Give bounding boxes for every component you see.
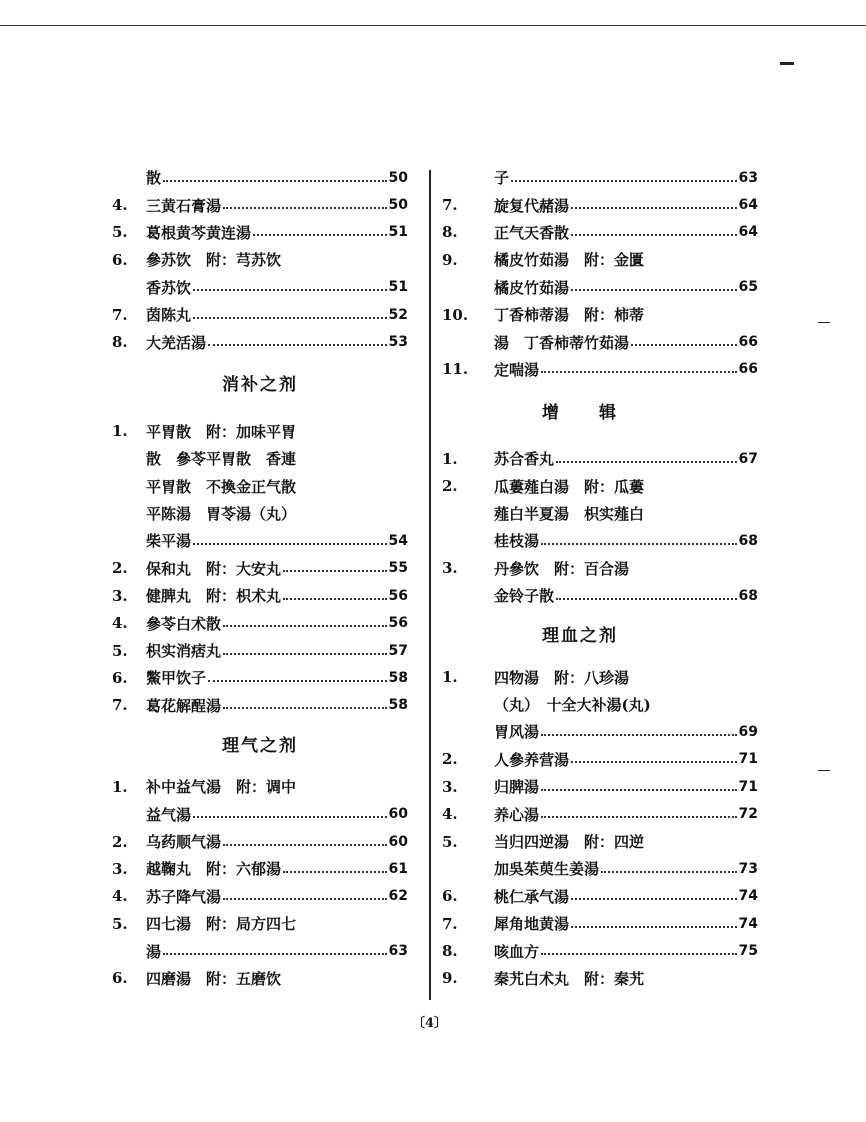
column-divider	[429, 170, 431, 1000]
dot-leader	[556, 598, 737, 600]
dot-leader	[208, 344, 387, 346]
toc-entry[interactable]	[442, 910, 758, 937]
entry-number: 2.	[442, 477, 458, 496]
entry-title: 香苏饮	[146, 278, 192, 297]
dot-leader	[223, 898, 387, 900]
entry-number: 5.	[112, 914, 128, 933]
entry-number: 3.	[112, 859, 128, 878]
entry-page-number: 55	[388, 560, 408, 577]
dot-leader	[253, 234, 387, 236]
entry-title: 养心湯	[494, 805, 540, 824]
entry-page-number: 74	[738, 888, 758, 905]
dot-leader	[283, 570, 387, 572]
entry-title: 參苓白术散	[146, 614, 222, 633]
entry-title: （丸） 十全大补湯(丸)	[494, 696, 651, 715]
entry-page-number: 74	[738, 915, 758, 932]
dot-leader	[571, 234, 737, 236]
toc-entry[interactable]	[442, 937, 758, 964]
entry-title: 咳血方	[494, 942, 540, 961]
entry-title: 四物湯 附：八珍湯	[494, 668, 630, 687]
entry-title: 散 參苓平胃散 香連	[146, 450, 297, 469]
toc-entry[interactable]	[442, 527, 758, 554]
toc-entry[interactable]	[442, 445, 758, 472]
entry-title: 平胃散 附：加味平胃	[146, 422, 297, 441]
entry-title: 葛根黄芩黄连湯	[146, 223, 252, 242]
dot-leader	[208, 680, 387, 682]
entry-page-number: 58	[388, 669, 408, 686]
entry-number: 5.	[112, 223, 128, 242]
top-rule	[0, 25, 866, 26]
entry-page-number: 65	[738, 279, 758, 296]
toc-entry[interactable]	[442, 718, 758, 745]
entry-number: 3.	[112, 586, 128, 605]
toc-entry[interactable]	[112, 582, 408, 609]
dot-leader	[223, 707, 387, 709]
toc-entry[interactable]	[112, 445, 408, 472]
entry-number: 7.	[442, 914, 458, 933]
dot-leader	[223, 625, 387, 627]
entry-title: 湯 丁香柿蒂竹茹湯	[494, 333, 630, 352]
toc-entry[interactable]	[112, 637, 408, 664]
dot-leader	[541, 734, 737, 736]
toc-entry[interactable]	[112, 328, 408, 355]
scan-speck	[818, 322, 830, 323]
entry-title: 当归四逆湯 附：四逆	[494, 833, 645, 851]
dot-leader	[541, 816, 737, 818]
entry-title: 橘皮竹茹湯 附：金匱	[494, 251, 645, 270]
dot-leader	[163, 953, 387, 955]
entry-number: 1.	[442, 668, 458, 687]
entry-page-number: 60	[388, 806, 408, 823]
toc-entry[interactable]	[442, 356, 758, 383]
toc-entry[interactable]	[112, 828, 408, 855]
toc-entry[interactable]	[442, 274, 758, 301]
dot-leader	[556, 461, 737, 463]
entry-page-number: 50	[388, 197, 408, 214]
entry-title: 平胃散 不換金正气散	[146, 477, 297, 496]
toc-entry[interactable]	[112, 773, 408, 800]
entry-title: 定喘湯	[494, 360, 540, 379]
dot-leader	[571, 926, 737, 928]
toc-entry[interactable]	[442, 500, 758, 527]
entry-title: 湯	[146, 942, 162, 961]
entry-title: 三黄石膏湯	[146, 196, 222, 215]
entry-title: 丁香柿蒂湯 附：柿蒂	[494, 306, 645, 325]
entry-title: 葛花解酲湯	[146, 696, 222, 715]
entry-title: 柴平湯	[146, 532, 192, 551]
entry-page-number: 51	[388, 224, 408, 241]
entry-page-number: 64	[738, 224, 758, 241]
entry-number: 8.	[442, 223, 458, 242]
entry-page-number: 64	[738, 197, 758, 214]
entry-title: 保和丸 附：大安丸	[146, 559, 282, 578]
toc-entry[interactable]	[112, 164, 408, 191]
section-heading: 消补之剂	[222, 375, 298, 396]
page-number: 〔4〕	[412, 1016, 448, 1031]
toc-entry[interactable]	[442, 663, 758, 690]
entry-number: 6.	[112, 250, 128, 269]
entry-title: 益气湯	[146, 805, 192, 824]
dot-leader	[571, 289, 737, 291]
toc-entry[interactable]	[442, 328, 758, 355]
entry-number: 2.	[112, 559, 128, 578]
dot-leader	[163, 180, 387, 182]
dot-leader	[631, 344, 737, 346]
entry-title: 桂枝湯	[494, 532, 540, 551]
entry-page-number: 56	[388, 587, 408, 604]
toc-entry[interactable]	[112, 527, 408, 554]
toc-entry[interactable]	[442, 191, 758, 218]
entry-number: 1.	[442, 449, 458, 468]
entry-number: 9.	[442, 969, 458, 988]
entry-page-number: 57	[388, 642, 408, 659]
dot-leader	[571, 207, 737, 209]
dot-leader	[193, 543, 387, 545]
toc-entry[interactable]	[112, 274, 408, 301]
entry-number: 2.	[112, 832, 128, 851]
dot-leader	[541, 543, 737, 545]
entry-page-number: 71	[738, 751, 758, 768]
entry-title: 胃风湯	[494, 723, 540, 742]
section-heading: 增 辑	[542, 402, 618, 423]
toc-entry[interactable]	[442, 246, 758, 273]
entry-number: 6.	[442, 887, 458, 906]
entry-number: 9.	[442, 250, 458, 269]
entry-title: 正气天香散	[494, 223, 570, 242]
entry-title: 旋复代赭湯	[494, 196, 570, 215]
entry-title: 健脾丸 附：枳术丸	[146, 587, 282, 606]
entry-page-number: 62	[388, 888, 408, 905]
entry-number: 11.	[442, 360, 469, 379]
dot-leader	[541, 789, 737, 791]
entry-page-number: 71	[738, 778, 758, 795]
entry-page-number: 54	[388, 532, 408, 549]
entry-title: 平陈湯 胃苓湯（丸）	[146, 505, 297, 524]
entry-number: 3.	[442, 777, 458, 796]
toc-entry[interactable]	[442, 800, 758, 827]
toc-column-right	[442, 164, 758, 992]
entry-title: 瓜蔞薤白湯 附：瓜蔞	[494, 477, 645, 496]
entry-page-number: 73	[738, 860, 758, 877]
toc-column-left	[112, 164, 408, 992]
entry-number: 1.	[112, 422, 128, 441]
entry-number: 2.	[442, 750, 458, 769]
toc-entry[interactable]	[112, 301, 408, 328]
entry-title: 四磨湯 附：五磨饮	[146, 969, 282, 988]
entry-title: 參苏饮 附：芎苏饮	[146, 251, 282, 270]
dot-leader	[541, 371, 737, 373]
toc-entry[interactable]	[442, 473, 758, 500]
toc-entry[interactable]	[112, 191, 408, 218]
toc-entry[interactable]	[442, 855, 758, 882]
entry-page-number: 50	[388, 169, 408, 186]
entry-page-number: 61	[388, 860, 408, 877]
entry-title: 归脾湯	[494, 778, 540, 797]
entry-title: 苏子降气湯	[146, 887, 222, 906]
section-heading: 理气之剂	[222, 735, 298, 756]
toc-entry[interactable]	[442, 773, 758, 800]
entry-title: 丹參饮 附：百合湯	[494, 559, 630, 578]
entry-title: 秦艽白术丸 附：秦艽	[494, 969, 645, 988]
toc-entry[interactable]	[112, 664, 408, 691]
entry-title: 金铃子散	[494, 587, 555, 606]
entry-number: 4.	[112, 887, 128, 906]
entry-title: 苏合香丸	[494, 450, 555, 469]
entry-number: 1.	[112, 777, 128, 796]
entry-title: 乌药顺气湯	[146, 833, 222, 851]
toc-entry[interactable]	[442, 965, 758, 992]
toc-entry[interactable]	[442, 582, 758, 609]
entry-page-number: 66	[738, 361, 758, 378]
scan-speck	[818, 770, 830, 771]
dot-leader	[283, 871, 387, 873]
toc-entry[interactable]	[112, 910, 408, 937]
entry-title: 鱉甲饮子	[146, 669, 207, 688]
entry-title: 桃仁承气湯	[494, 887, 570, 906]
toc-entry[interactable]	[112, 855, 408, 882]
scan-speck	[780, 62, 794, 65]
dot-leader	[193, 317, 387, 319]
entry-title: 补中益气湯 附：调中	[146, 778, 297, 797]
toc-entry[interactable]	[112, 418, 408, 445]
entry-page-number: 63	[738, 169, 758, 186]
toc-entry[interactable]	[442, 746, 758, 773]
entry-number: 4.	[112, 614, 128, 633]
entry-title: 加吳茱萸生姜湯	[494, 860, 600, 879]
entry-number: 6.	[112, 668, 128, 687]
dot-leader	[193, 816, 387, 818]
toc-entry[interactable]	[442, 555, 758, 582]
entry-page-number: 53	[388, 334, 408, 351]
entry-title: 子	[494, 169, 510, 188]
toc-entry[interactable]	[112, 555, 408, 582]
entry-title: 橘皮竹茹湯	[494, 278, 570, 297]
toc-entry[interactable]	[112, 609, 408, 636]
entry-number: 7.	[442, 196, 458, 215]
toc-entry[interactable]	[442, 828, 758, 855]
dot-leader	[541, 953, 737, 955]
entry-number: 5.	[442, 832, 458, 851]
entry-page-number: 58	[388, 697, 408, 714]
toc-entry[interactable]	[112, 692, 408, 719]
entry-title: 人參养营湯	[494, 750, 570, 769]
toc-entry[interactable]	[112, 219, 408, 246]
entry-page-number: 66	[738, 334, 758, 351]
toc-entry[interactable]	[112, 937, 408, 964]
entry-number: 4.	[112, 196, 128, 215]
entry-number: 8.	[112, 333, 128, 352]
entry-page-number: 63	[388, 943, 408, 960]
entry-title: 大羌活湯	[146, 333, 207, 352]
toc-entry[interactable]	[112, 883, 408, 910]
entry-title: 茵陈丸	[146, 306, 192, 325]
entry-page-number: 69	[738, 723, 758, 740]
entry-page-number: 52	[388, 306, 408, 323]
toc-entry[interactable]	[112, 473, 408, 500]
entry-number: 5.	[112, 641, 128, 660]
dot-leader	[223, 844, 387, 846]
entry-number: 3.	[442, 559, 458, 578]
entry-number: 6.	[112, 969, 128, 988]
dot-leader	[601, 871, 737, 873]
entry-title: 薤白半夏湯 枳实薤白	[494, 505, 645, 524]
dot-leader	[571, 898, 737, 900]
entry-page-number: 68	[738, 532, 758, 549]
dot-leader	[571, 761, 737, 763]
entry-page-number: 56	[388, 615, 408, 632]
entry-page-number: 60	[388, 833, 408, 850]
toc-entry[interactable]	[442, 164, 758, 191]
entry-title: 犀角地黄湯	[494, 915, 570, 934]
toc-entry[interactable]	[112, 965, 408, 992]
entry-page-number: 72	[738, 806, 758, 823]
toc-entry[interactable]	[442, 691, 758, 718]
entry-title: 散	[146, 169, 162, 188]
dot-leader	[511, 180, 737, 182]
entry-title: 枳实消痞丸	[146, 642, 222, 661]
toc-entry[interactable]	[442, 301, 758, 328]
entry-number: 4.	[442, 805, 458, 824]
entry-number: 8.	[442, 942, 458, 961]
toc-entry[interactable]	[442, 219, 758, 246]
entry-number: 10.	[442, 305, 469, 324]
toc-entry[interactable]	[112, 500, 408, 527]
toc-entry[interactable]	[442, 883, 758, 910]
dot-leader	[223, 207, 387, 209]
toc-entry[interactable]	[112, 800, 408, 827]
entry-number: 7.	[112, 696, 128, 715]
toc-entry[interactable]	[112, 246, 408, 273]
dot-leader	[223, 653, 387, 655]
entry-page-number: 67	[738, 450, 758, 467]
entry-title: 越鞠丸 附：六郁湯	[146, 860, 282, 879]
dot-leader	[283, 598, 387, 600]
entry-page-number: 68	[738, 587, 758, 604]
entry-title: 四七湯 附：局方四七	[146, 915, 297, 934]
entry-page-number: 75	[738, 943, 758, 960]
entry-number: 7.	[112, 305, 128, 324]
section-heading: 理血之剂	[542, 625, 618, 646]
dot-leader	[193, 289, 387, 291]
entry-page-number: 51	[388, 279, 408, 296]
